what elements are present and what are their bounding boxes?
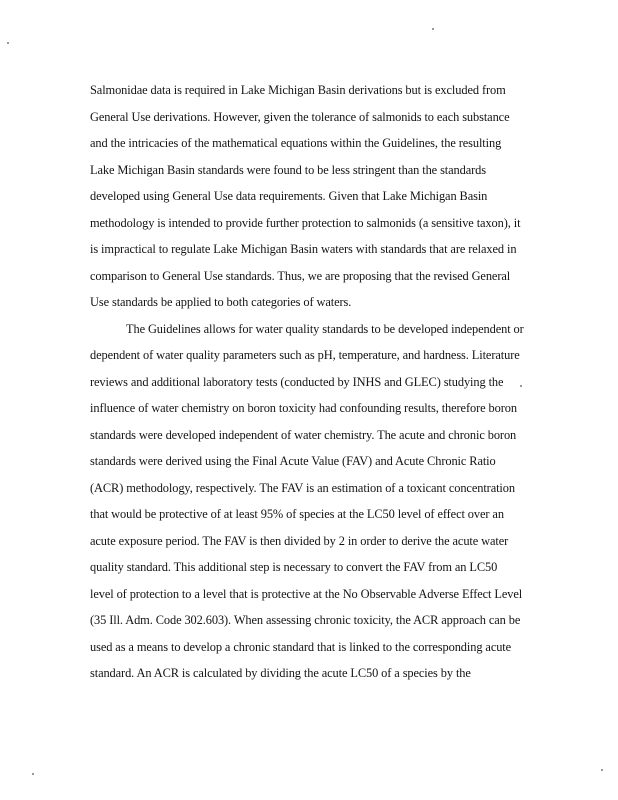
text-line: comparison to General Use standards. Thus, we are proposing that the revised General <box>90 268 511 283</box>
text-line: Lake Michigan Basin standards were found to be less stringent than the standards <box>90 162 486 177</box>
text-line: quality standard. This additional step is necessary to convert the FAV from an LC50 <box>90 560 498 574</box>
text-line: reviews and additional laboratory tests (conducted by INHS and GLEC) studying the <box>90 374 504 389</box>
text-line: developed using General Use data requirements. Given that Lake Michigan Basin <box>90 189 488 203</box>
text-line: is impractical to regulate Lake Michigan Basin waters with standards that are relaxed in <box>90 242 517 256</box>
text-line: level of protection to a level that is protective at the No Observable Adverse Effect Level <box>90 586 523 601</box>
text-line: The Guidelines allows for water quality standards to be developed independent or <box>126 321 524 336</box>
paragraph <box>90 77 530 316</box>
body-text <box>90 77 530 687</box>
text-line: Use standards be applied to both categories of waters. <box>90 295 352 309</box>
text-line: Salmonidae data is required in Lake Michigan Basin derivations but is excluded from <box>90 83 506 97</box>
text-line: and the intricacies of the mathematical equations within the Guidelines, the resulting <box>90 136 502 150</box>
scan-speck <box>32 773 34 775</box>
text-line: standards were developed independent of water chemistry. The acute and chronic boron <box>90 427 517 442</box>
text-line: dependent of water quality parameters such as pH, temperature, and hardness. Literature <box>90 348 520 362</box>
scan-speck <box>7 42 9 44</box>
text-line: General Use derivations. However, given the tolerance of salmonids to each substance <box>90 109 510 124</box>
paragraph <box>90 316 530 687</box>
text-line: methodology is intended to provide further protection to salmonids (a sensitive taxon), it <box>90 215 521 230</box>
scan-speck <box>520 385 522 387</box>
text-line: (35 Ill. Adm. Code 302.603). When assessing chronic toxicity, the ACR approach can be <box>90 613 521 627</box>
text-line: that would be protective of at least 95% of species at the LC50 level of effect over an <box>90 507 504 521</box>
text-line: standards were derived using the Final Acute Value (FAV) and Acute Chronic Ratio <box>90 454 496 468</box>
text-line: used as a means to develop a chronic standard that is linked to the corresponding acute <box>90 639 512 654</box>
text-line: influence of water chemistry on boron toxicity had confounding results, therefore boron <box>90 401 517 415</box>
text-line: (ACR) methodology, respectively. The FAV is an estimation of a toxicant concentration <box>90 480 515 495</box>
scan-speck <box>601 769 603 771</box>
text-line: acute exposure period. The FAV is then divided by 2 in order to derive the acute water <box>90 533 509 548</box>
text-line: standard. An ACR is calculated by dividing the acute LC50 of a species by the <box>90 666 471 680</box>
scan-speck <box>432 28 434 30</box>
